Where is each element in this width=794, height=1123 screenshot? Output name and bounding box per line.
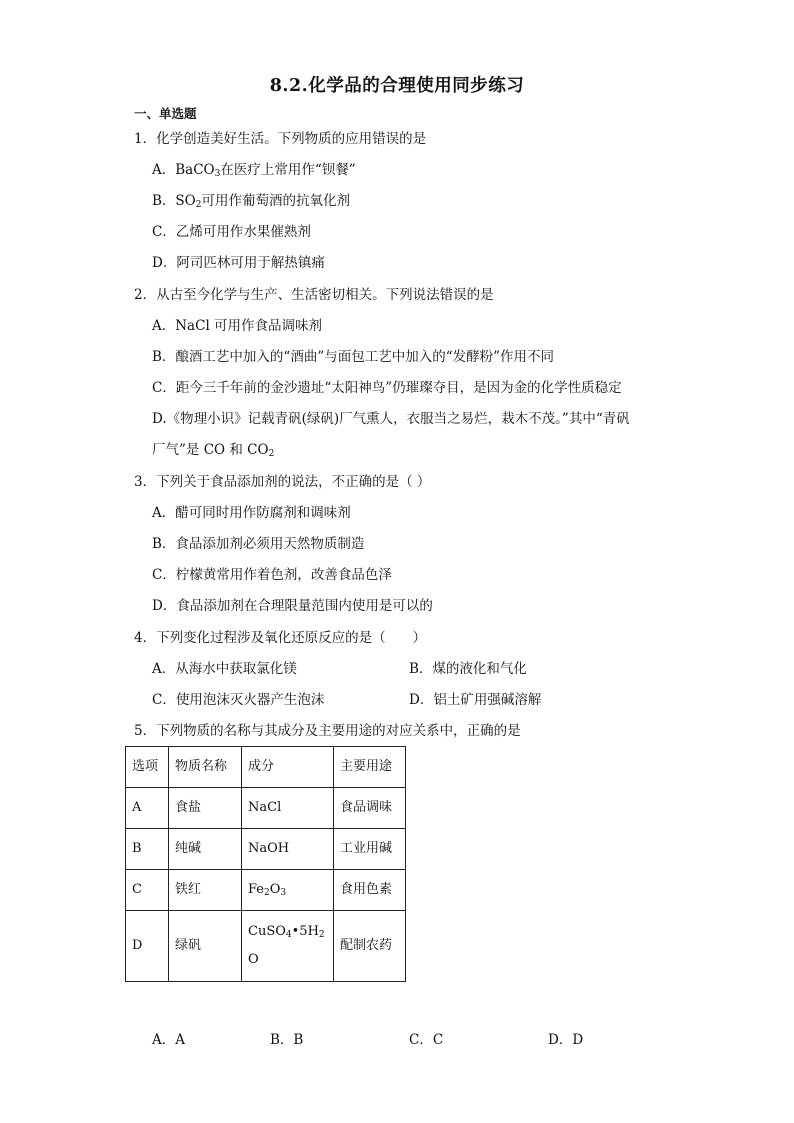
table-cell-composition: $CuSO_4•5H_2$ O xyxy=(242,911,334,982)
table-header-cell: 成分 xyxy=(242,747,334,788)
table-cell-option: C xyxy=(126,870,169,911)
question-5-stem: 5．下列物质的名称与其成分及主要用途的对应关系中，正确的是 xyxy=(134,723,521,739)
table-cell-option: D xyxy=(126,911,169,982)
table-cell-name: 绿矾 xyxy=(169,911,242,982)
question-5-answer-c: C．C xyxy=(409,1032,444,1048)
question-2-option-d-line2: 厂气”是 CO 和 $CO_2$ xyxy=(152,442,275,459)
table-cell-composition: NaOH xyxy=(242,829,334,870)
substance-table xyxy=(125,746,406,982)
table-cell-option: A xyxy=(126,788,169,829)
table-cell-composition: $Fe_2O_3$ xyxy=(242,870,334,911)
table-cell-use: 食品调味 xyxy=(334,788,406,829)
question-5-answer-b: B．B xyxy=(270,1032,304,1048)
question-2-option-b: B．酿酒工艺中加入的“酒曲”与面包工艺中加入的“发酵粉”作用不同 xyxy=(152,349,555,365)
question-4-stem: 4．下列变化过程涉及氧化还原反应的是（ ） xyxy=(134,630,427,646)
question-2-option-c: C．距今三千年前的金沙遗址“太阳神鸟”仍璀璨夺目，是因为金的化学性质稳定 xyxy=(152,380,622,396)
table-cell-option: B xyxy=(126,829,169,870)
question-1-option-b: B．$SO_2$可用作葡萄酒的抗氧化剂 xyxy=(152,193,350,210)
question-4-option-d: D．铝土矿用强碱溶解 xyxy=(409,692,542,708)
table-cell-name: 铁红 xyxy=(169,870,242,911)
question-4-option-a: A．从海水中获取氯化镁 xyxy=(152,661,297,677)
question-3-option-d: D．食品添加剂在合理限量范围内使用是可以的 xyxy=(152,598,433,614)
question-5-answer-a: A．A xyxy=(152,1032,185,1048)
question-3-option-b: B．食品添加剂必须用天然物质制造 xyxy=(152,536,365,552)
table-header-cell: 主要用途 xyxy=(334,747,406,788)
question-1-option-a: A．BaCO$_3$在医疗上常用作“钡餐” xyxy=(152,162,356,179)
table-cell-name: 纯碱 xyxy=(169,829,242,870)
question-3-option-c: C．柠檬黄常用作着色剂，改善食品色泽 xyxy=(152,567,392,583)
question-3-stem: 3．下列关于食品添加剂的说法，不正确的是（ ） xyxy=(134,474,431,490)
question-2-stem: 2．从古至今化学与生产、生活密切相关。下列说法错误的是 xyxy=(134,287,494,303)
question-4-option-c: C．使用泡沫灭火器产生泡沫 xyxy=(152,692,325,708)
table-cell-use: 食用色素 xyxy=(334,870,406,911)
table-cell-use: 工业用碱 xyxy=(334,829,406,870)
table-header-cell: 选项 xyxy=(126,747,169,788)
question-2-option-a: A．NaCl 可用作食品调味剂 xyxy=(152,318,323,334)
table-header-row xyxy=(126,747,406,788)
table-row xyxy=(126,911,406,982)
question-2-option-d-line1: D.《物理小识》记载青矾(绿矾)厂气熏人，衣服当之易烂，栽木不茂。”其中“青矾 xyxy=(152,411,630,427)
section-heading: 一、单选题 xyxy=(134,106,197,121)
question-5-answer-d: D．D xyxy=(548,1032,584,1048)
table-row xyxy=(126,788,406,829)
table-cell-use: 配制农药 xyxy=(334,911,406,982)
table-row xyxy=(126,829,406,870)
question-3-option-a: A．醋可同时用作防腐剂和调味剂 xyxy=(152,505,351,521)
table-cell-name: 食盐 xyxy=(169,788,242,829)
question-1-option-c: C．乙烯可用作水果催熟剂 xyxy=(152,224,311,240)
question-4-option-b: B．煤的液化和气化 xyxy=(409,661,527,677)
question-1-stem: 1．化学创造美好生活。下列物质的应用错误的是 xyxy=(134,131,427,147)
table-header-cell: 物质名称 xyxy=(169,747,242,788)
table-row xyxy=(126,870,406,911)
question-1-option-d: D．阿司匹林可用于解热镇痛 xyxy=(152,255,325,271)
page-title: 8.2.化学品的合理使用同步练习 xyxy=(269,76,525,96)
table-cell-composition: NaCl xyxy=(242,788,334,829)
